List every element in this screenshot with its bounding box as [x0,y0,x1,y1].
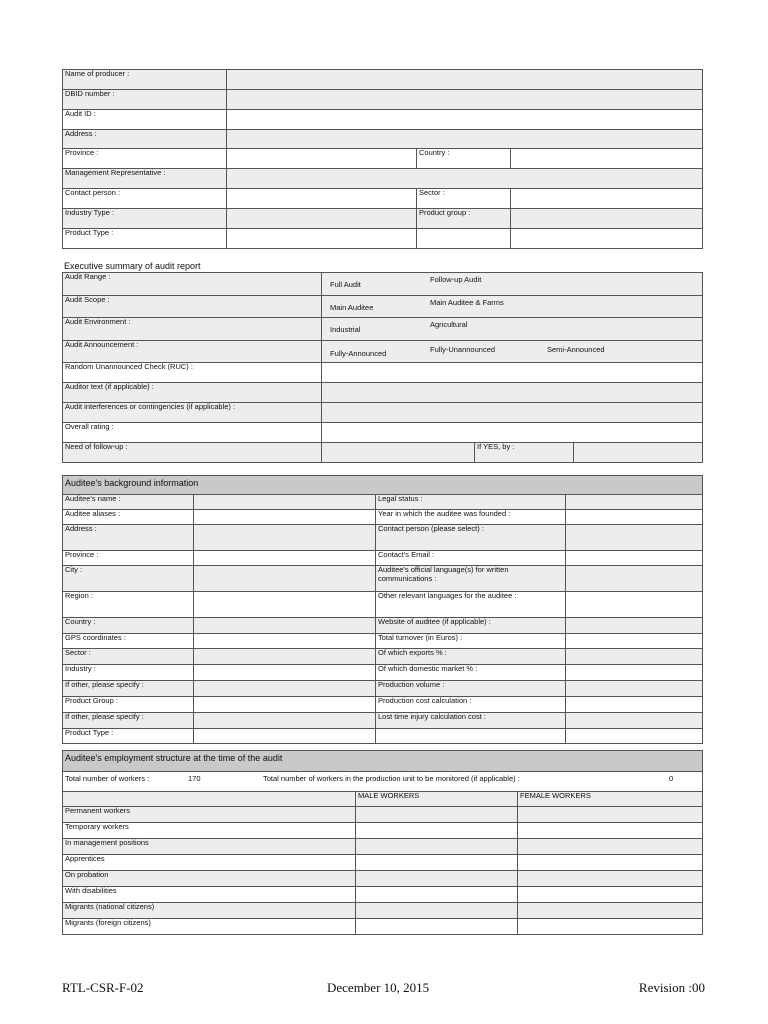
exec-summary-title: Executive summary of audit report [64,261,201,271]
bg-right-label [376,729,566,744]
bg-right-field[interactable] [566,618,703,634]
if-yes-field[interactable] [574,443,703,463]
bg-left-label: Auditee aliases : [63,510,194,525]
audit-id-field[interactable] [227,110,703,130]
bg-right-label: Other relevant languages for the auditee : [376,592,566,618]
ruc-label: Random Unannounced Check (RUC) : [63,363,322,383]
bg-left-label: Sector : [63,649,194,665]
follow-up-label: Need of follow-up : [63,443,322,463]
audit-range-options [322,273,703,296]
address-label: Address : [63,130,227,149]
industry-type-label: Industry Type : [63,209,227,229]
bg-right-label: Contact's Email : [376,551,566,566]
header-blank [63,792,356,807]
bg-left-field[interactable] [194,566,376,592]
female-count-field[interactable] [518,887,703,903]
male-count-field[interactable] [356,839,518,855]
bg-left-field[interactable] [194,510,376,525]
total-workers-value[interactable]: 170 [188,774,201,783]
producer-name-label: Name of producer : [63,70,227,90]
audit-environment-options [322,318,703,341]
product-group-field[interactable] [511,209,703,229]
if-yes-label: If YES, by : [475,443,574,463]
option-follow-up-audit[interactable]: Follow-up Audit [430,275,482,284]
background-table [62,475,703,744]
bg-right-label: Total turnover (in Euros) : [376,634,566,649]
interference-label: Audit interferences or contingencies (if applicable) : [63,403,322,423]
industry-type-field[interactable] [227,209,417,229]
bg-left-label: Country : [63,618,194,634]
bg-right-label: Year in which the auditee was founded : [376,510,566,525]
dbid-field[interactable] [227,90,703,110]
mgmt-rep-label: Management Representative : [63,169,227,189]
bg-left-label: If other, please specify : [63,713,194,729]
bg-left-field[interactable] [194,592,376,618]
male-count-field[interactable] [356,807,518,823]
bg-right-field[interactable] [566,649,703,665]
follow-up-field[interactable] [322,443,475,463]
product-type-label: Product Type : [63,229,227,249]
female-count-field[interactable] [518,823,703,839]
option-fully-announced[interactable]: Fully-Announced [330,349,387,358]
bg-left-field[interactable] [194,551,376,566]
female-count-field[interactable] [518,919,703,935]
bg-left-label: Region : [63,592,194,618]
audit-range-label: Audit Range : [63,273,322,296]
province-label: Province : [63,149,227,169]
bg-left-field[interactable] [194,525,376,551]
employment-title: Auditee's employment structure at the time of the audit [63,751,703,772]
bg-right-label: Website of auditee (if applicable) : [376,618,566,634]
sector-label: Sector : [417,189,511,209]
producer-name-field[interactable] [227,70,703,90]
employment-row-label: With disabilities [63,887,356,903]
bg-right-field[interactable] [566,495,703,510]
option-full-audit[interactable]: Full Audit [330,280,361,289]
audit-scope-options [322,296,703,318]
bg-left-label: Address : [63,525,194,551]
monitored-workers-value[interactable]: 0 [669,774,674,783]
female-count-field[interactable] [518,903,703,919]
female-count-field[interactable] [518,807,703,823]
bg-right-label: Production cost calculation : [376,697,566,713]
audit-id-label: Audit ID : [63,110,227,130]
worker-totals-row [63,772,703,792]
bg-right-field[interactable] [566,525,703,551]
dbid-label: DBID number : [63,90,227,110]
address-field[interactable] [227,130,703,149]
bg-right-label: Contact person (please select) : [376,525,566,551]
female-workers-header: FEMALE WORKERS [518,792,703,807]
option-fully-unannounced[interactable]: Fully-Unannounced [430,345,496,354]
female-count-field[interactable] [518,871,703,887]
audit-announcement-options [322,341,703,363]
bg-left-field[interactable] [194,665,376,681]
bg-left-label: Province : [63,551,194,566]
option-semi-announced[interactable]: Semi-Announced [547,345,605,354]
bg-left-field[interactable] [194,713,376,729]
monitored-workers-label: Total number of workers in the production unit to be monitored (if applicable) : [263,774,520,783]
bg-left-label: Industry : [63,665,194,681]
producer-table [62,69,703,249]
bg-right-field[interactable] [566,697,703,713]
province-field[interactable] [227,149,417,169]
employment-row-label: Temporary workers [63,823,356,839]
total-workers-label: Total number of workers : [65,774,150,783]
ruc-field[interactable] [322,363,703,383]
bg-right-field[interactable] [566,665,703,681]
interference-field[interactable] [322,403,703,423]
product-group-label: Product group : [417,209,511,229]
bg-right-field[interactable] [566,510,703,525]
bg-right-label: Production volume : [376,681,566,697]
bg-left-field[interactable] [194,729,376,744]
male-count-field[interactable] [356,823,518,839]
bg-left-field[interactable] [194,618,376,634]
male-workers-header: MALE WORKERS [356,792,518,807]
bg-right-field[interactable] [566,566,703,592]
contact-field[interactable] [227,189,417,209]
document-code: RTL-CSR-F-02 [62,980,144,995]
bg-left-label: GPS coordinates : [63,634,194,649]
male-count-field[interactable] [356,903,518,919]
bg-left-field[interactable] [194,634,376,649]
employment-row-label: Migrants (foreign citizens) [63,919,356,935]
bg-right-label: Of which exports % : [376,649,566,665]
bg-left-field[interactable] [194,697,376,713]
auditor-text-field[interactable] [322,383,703,403]
bg-right-label: Of which domestic market % : [376,665,566,681]
employment-row-label: In management positions [63,839,356,855]
employment-table [62,750,703,935]
bg-right-field[interactable] [566,592,703,618]
bg-right-label: Legal status : [376,495,566,510]
exec-summary-table [62,272,703,463]
option-main-auditee-farms[interactable]: Main Auditee & Farms [430,298,504,307]
bg-left-label: Product Group : [63,697,194,713]
bg-left-label: City : [63,566,194,592]
bg-right-field[interactable] [566,713,703,729]
bg-left-field[interactable] [194,495,376,510]
employment-row-label: Permanent workers [63,807,356,823]
country-label: Country : [417,149,511,169]
bg-right-label: Auditee's official language(s) for written communications : [376,566,566,592]
male-count-field[interactable] [356,855,518,871]
male-count-field[interactable] [356,871,518,887]
overall-rating-field[interactable] [322,423,703,443]
bg-right-field[interactable] [566,681,703,697]
employment-row-label: Migrants (national citizens) [63,903,356,919]
audit-scope-label: Audit Scope : [63,296,322,318]
bg-right-field[interactable] [566,551,703,566]
product-type-extra[interactable] [417,229,511,249]
contact-label: Contact person : [63,189,227,209]
bg-left-label: Auditee's name : [63,495,194,510]
bg-left-label: If other, please specify : [63,681,194,697]
mgmt-rep-field[interactable] [227,169,703,189]
employment-row-label: Apprentices [63,855,356,871]
audit-announcement-label: Audit Announcement : [63,341,322,363]
option-main-auditee[interactable]: Main Auditee [330,303,374,312]
product-type-extra-2[interactable] [511,229,703,249]
product-type-field[interactable] [227,229,417,249]
option-industrial[interactable]: Industrial [330,325,361,334]
document-date: December 10, 2015 [327,980,430,995]
bg-right-field[interactable] [566,634,703,649]
bg-left-field[interactable] [194,649,376,665]
background-title: Auditee's background information [63,476,703,495]
female-count-field[interactable] [518,839,703,855]
overall-rating-label: Overall rating : [63,423,322,443]
bg-right-label: Lost time injury calculation cost : [376,713,566,729]
auditor-text-label: Auditor text (if applicable) : [63,383,322,403]
bg-left-field[interactable] [194,681,376,697]
male-count-field[interactable] [356,887,518,903]
bg-left-label: Product Type : [63,729,194,744]
audit-environment-label: Audit Environment : [63,318,322,341]
bg-right-field[interactable] [566,729,703,744]
female-count-field[interactable] [518,855,703,871]
employment-row-label: On probation [63,871,356,887]
country-field[interactable] [511,149,703,169]
male-count-field[interactable] [356,919,518,935]
sector-field[interactable] [511,189,703,209]
document-revision: Revision :00 [638,980,705,995]
option-agricultural[interactable]: Agricultural [430,320,468,329]
